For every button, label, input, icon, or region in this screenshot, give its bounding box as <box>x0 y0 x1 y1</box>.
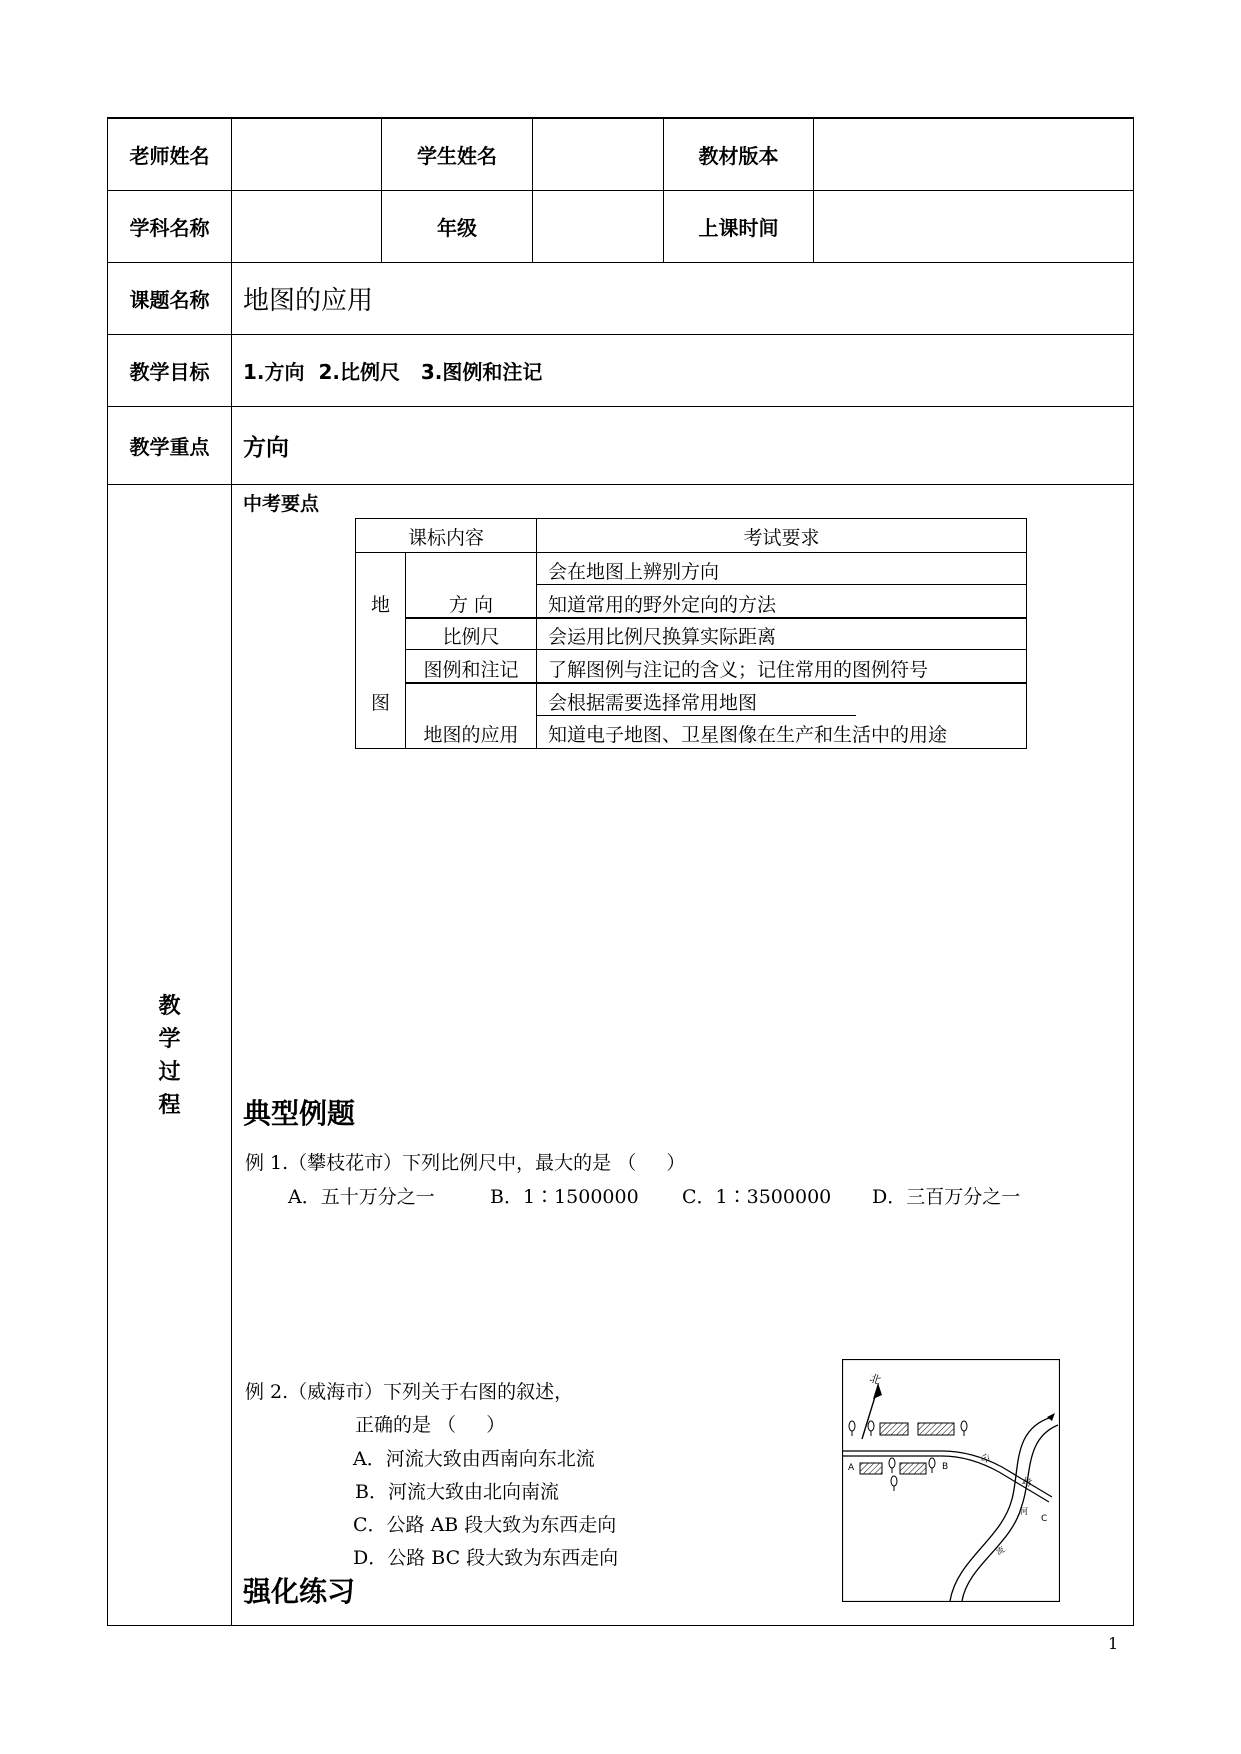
row-topic: 比例尺 <box>442 626 500 648</box>
road-label: 公 <box>978 1452 992 1466</box>
row-requirement: 会运用比例尺换算实际距离 <box>548 626 777 648</box>
column-divider <box>813 117 814 262</box>
example2-question-cont: 正确的是 （ ） <box>355 1414 506 1436</box>
row-requirement: 了解图例与注记的含义；记住常用的图例符号 <box>548 659 929 681</box>
example2-question: 例 2.（威海市）下列关于右图的叙述， <box>245 1381 574 1403</box>
col-content-header: 课标内容 <box>407 527 484 549</box>
map-figure <box>842 1359 1060 1602</box>
inner-table-line <box>536 715 856 716</box>
table-bottom-border <box>107 1625 1133 1626</box>
page-number: 1 <box>1108 1634 1119 1653</box>
river-label: 流 <box>994 1544 1006 1557</box>
row-topic: 地图的应用 <box>423 724 519 746</box>
row-requirement: 会根据需要选择常用地图 <box>548 692 758 714</box>
goal-label: 教学目标 <box>129 360 210 384</box>
row-requirement: 知道电子地图、卫星图像在生产和生活中的用途 <box>548 724 948 746</box>
example2-option: D．公路 BC 段大致为东西走向 <box>353 1547 619 1569</box>
side-char: 图 <box>370 692 390 714</box>
inner-table-border <box>355 748 1026 749</box>
topic-value: 地图的应用 <box>243 286 374 316</box>
road-label: 路 <box>1020 1476 1034 1490</box>
building <box>900 1463 926 1474</box>
side-char: 地 <box>370 594 390 616</box>
north-label: 北 <box>868 1371 883 1388</box>
inner-table-border <box>1026 518 1027 749</box>
textbook-label: 教材版本 <box>698 144 779 168</box>
exam-points-heading: 中考要点 <box>243 493 320 515</box>
subject-label: 学科名称 <box>129 216 210 240</box>
row-requirement: 会在地图上辨别方向 <box>548 561 720 583</box>
process-char: 程 <box>158 1093 181 1118</box>
row-requirement: 知道常用的野外定向的方法 <box>548 594 777 616</box>
examples-heading: 典型例题 <box>243 1097 356 1130</box>
example1-option: D．三百万分之一 <box>872 1186 1021 1208</box>
example1-option: C．1∶3500000 <box>682 1186 832 1208</box>
column-divider <box>532 117 533 262</box>
point-a-label: A <box>848 1463 855 1473</box>
row-divider <box>107 190 1133 191</box>
column-divider <box>231 117 232 1626</box>
point-c-label: C <box>1041 1514 1048 1524</box>
process-char: 教 <box>158 994 181 1019</box>
inner-table-line <box>355 552 1026 553</box>
goal-value: 1.方向 2.比例尺 3.图例和注记 <box>243 360 543 384</box>
example1-option: A．五十万分之一 <box>288 1186 435 1208</box>
inner-table-line <box>536 518 537 749</box>
river-label: 河 <box>1020 1507 1028 1516</box>
topic-label: 课题名称 <box>129 288 210 312</box>
teacher-name-label: 老师姓名 <box>129 144 210 168</box>
example2-option: B．河流大致由北向南流 <box>355 1481 559 1503</box>
inner-table-line <box>536 584 1026 585</box>
col-requirement-header: 考试要求 <box>743 527 820 549</box>
process-char: 过 <box>158 1060 181 1085</box>
example2-option: C．公路 AB 段大致为东西走向 <box>353 1514 617 1536</box>
practice-heading: 强化练习 <box>243 1575 356 1608</box>
focus-value: 方向 <box>243 435 289 461</box>
example2-option: A．河流大致由西南向东北流 <box>353 1448 595 1470</box>
focus-label: 教学重点 <box>129 435 210 459</box>
building <box>860 1463 882 1474</box>
row-topic: 图例和注记 <box>423 659 519 681</box>
class-time-label: 上课时间 <box>698 216 779 240</box>
example1-question: 例 1.（攀枝花市）下列比例尺中，最大的是 （ ） <box>245 1152 686 1174</box>
inner-table-line <box>405 682 1026 684</box>
inner-table-line <box>405 649 1026 650</box>
grade-label: 年级 <box>437 216 477 240</box>
table-right-border <box>1133 117 1134 1626</box>
process-label <box>108 990 231 1122</box>
example1-option: B．1∶1500000 <box>490 1186 639 1208</box>
inner-table-line <box>405 617 1026 619</box>
building <box>918 1423 954 1435</box>
row-divider <box>107 484 1133 485</box>
building <box>880 1423 908 1435</box>
inner-table-border <box>355 518 1026 519</box>
row-topic: 方 向 <box>448 594 494 616</box>
point-b-label: B <box>942 1462 949 1472</box>
process-char: 学 <box>158 1027 181 1052</box>
table-top-border <box>107 117 1133 119</box>
student-name-label: 学生姓名 <box>417 144 497 168</box>
